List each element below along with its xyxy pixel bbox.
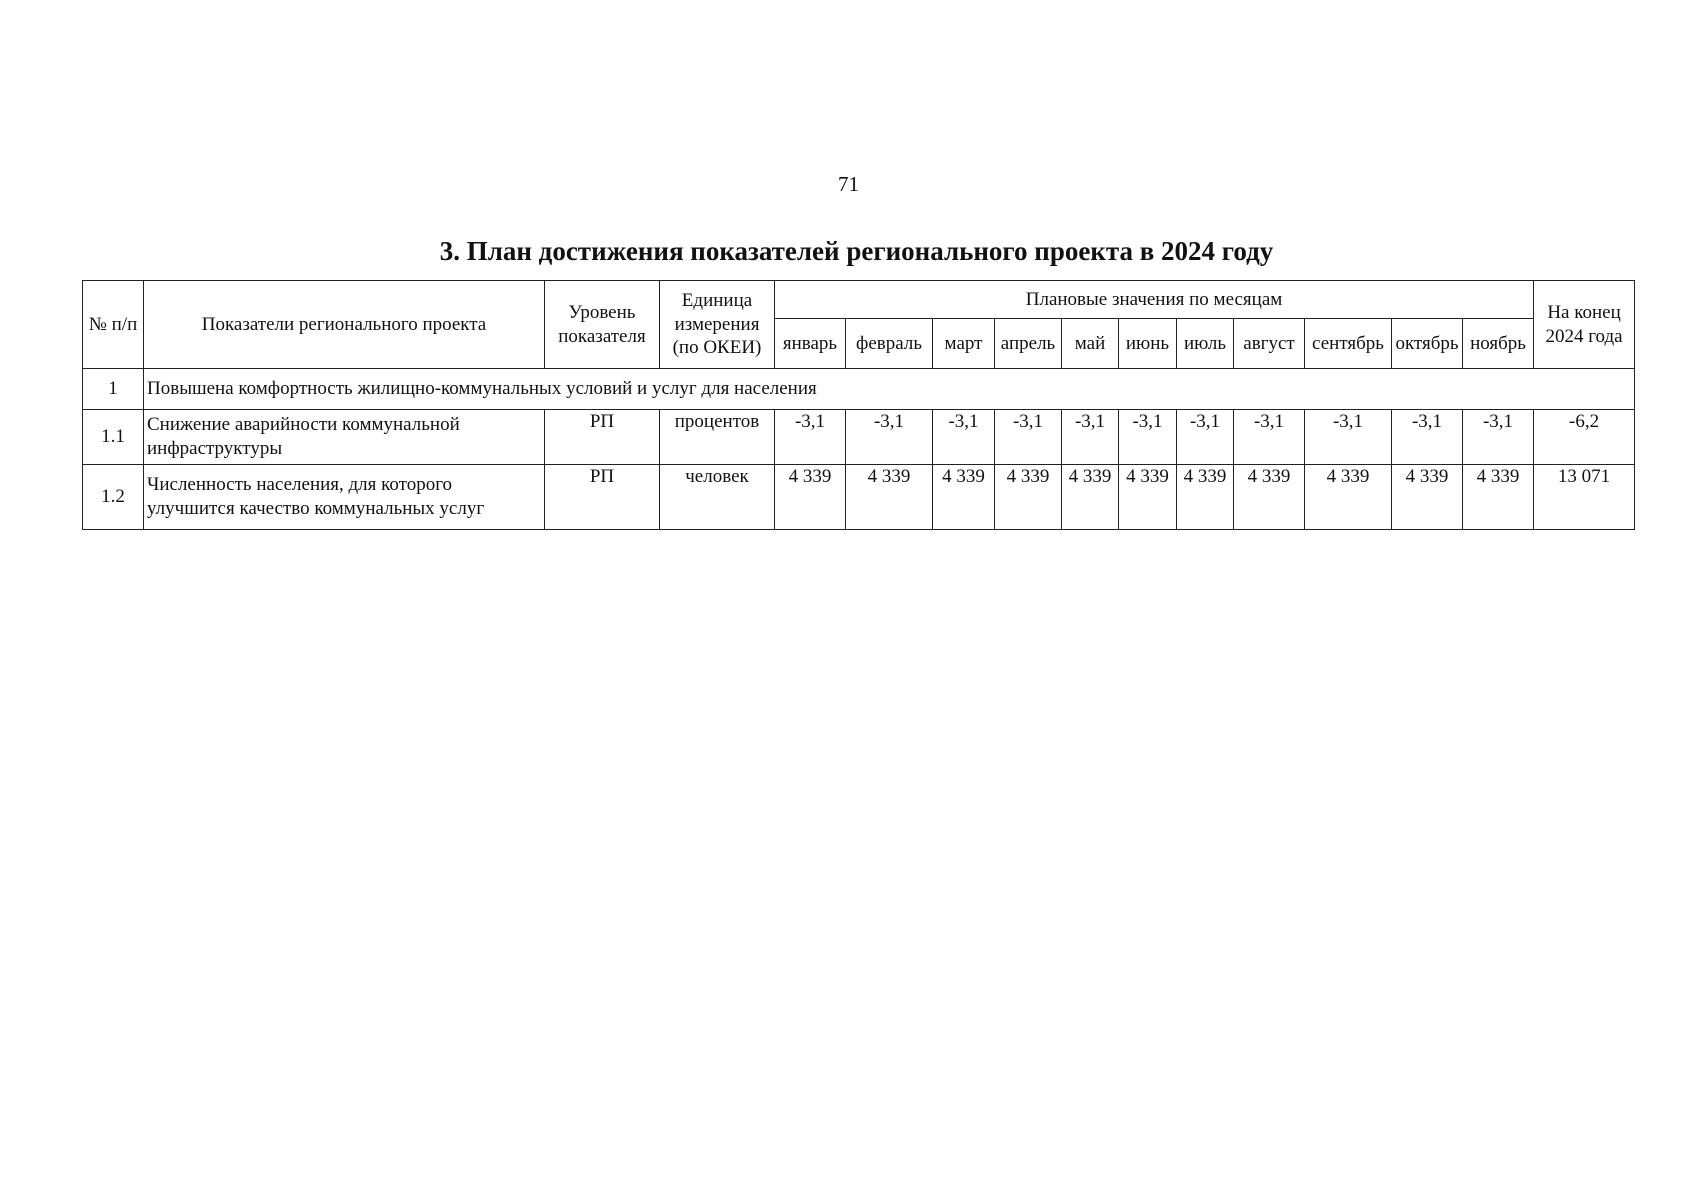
month-header: январь — [775, 319, 846, 369]
indicator-unit: человек — [660, 465, 775, 530]
indicator-level: РП — [545, 465, 660, 530]
month-value: 4 339 — [846, 465, 933, 530]
row-number: 1.2 — [83, 465, 144, 530]
month-header: июль — [1177, 319, 1234, 369]
month-value: -3,1 — [846, 410, 933, 465]
month-value: -3,1 — [1234, 410, 1305, 465]
month-header: март — [933, 319, 995, 369]
month-value: 4 339 — [1177, 465, 1234, 530]
indicator-unit: процентов — [660, 410, 775, 465]
indicator-level: РП — [545, 410, 660, 465]
month-header: август — [1234, 319, 1305, 369]
col-header-unit: Единица измерения (по ОКЕИ) — [660, 281, 775, 369]
month-value: 4 339 — [1305, 465, 1392, 530]
month-value: 4 339 — [933, 465, 995, 530]
header-row-top — [83, 281, 1635, 319]
month-value: -3,1 — [1305, 410, 1392, 465]
month-value: -3,1 — [1463, 410, 1534, 465]
month-value: 4 339 — [995, 465, 1062, 530]
indicator-name: Численность населения, для которого улучшится качество коммунальных услуг — [144, 465, 545, 530]
month-header: октябрь — [1392, 319, 1463, 369]
table-row — [83, 410, 1635, 465]
month-value: 4 339 — [775, 465, 846, 530]
month-value: 4 339 — [1119, 465, 1177, 530]
section-title: Повышена комфортность жилищно-коммунальных условий и услуг для населения — [144, 369, 1635, 410]
month-header: апрель — [995, 319, 1062, 369]
month-header: февраль — [846, 319, 933, 369]
col-header-indicators: Показатели регионального проекта — [144, 281, 545, 369]
month-value: -3,1 — [1392, 410, 1463, 465]
month-value: -3,1 — [1119, 410, 1177, 465]
col-header-monthly-group: Плановые значения по месяцам — [775, 281, 1534, 319]
row-number: 1.1 — [83, 410, 144, 465]
end-of-year-value: -6,2 — [1534, 410, 1635, 465]
month-value: -3,1 — [775, 410, 846, 465]
month-value: -3,1 — [933, 410, 995, 465]
table-row — [83, 465, 1635, 530]
month-value: 4 339 — [1392, 465, 1463, 530]
month-header: май — [1062, 319, 1119, 369]
section-number: 1 — [83, 369, 144, 410]
month-value: 4 339 — [1463, 465, 1534, 530]
end-of-year-value: 13 071 — [1534, 465, 1635, 530]
col-header-end-of-year: На конец 2024 года — [1534, 281, 1635, 369]
month-header: июнь — [1119, 319, 1177, 369]
month-value: -3,1 — [1062, 410, 1119, 465]
document-title: 3. План достижения показателей регионального проекта в 2024 году — [439, 236, 1274, 266]
month-header: ноябрь — [1463, 319, 1534, 369]
month-value: -3,1 — [995, 410, 1062, 465]
col-header-num: № п/п — [83, 281, 144, 369]
page-number: 71 — [838, 172, 859, 196]
indicator-name: Снижение аварийности коммунальной инфраструктуры — [144, 410, 545, 465]
section-row — [83, 369, 1635, 410]
month-value: -3,1 — [1177, 410, 1234, 465]
col-header-level: Уровень показателя — [545, 281, 660, 369]
month-value: 4 339 — [1062, 465, 1119, 530]
month-value: 4 339 — [1234, 465, 1305, 530]
indicators-plan-table — [82, 280, 1635, 530]
month-header: сентябрь — [1305, 319, 1392, 369]
